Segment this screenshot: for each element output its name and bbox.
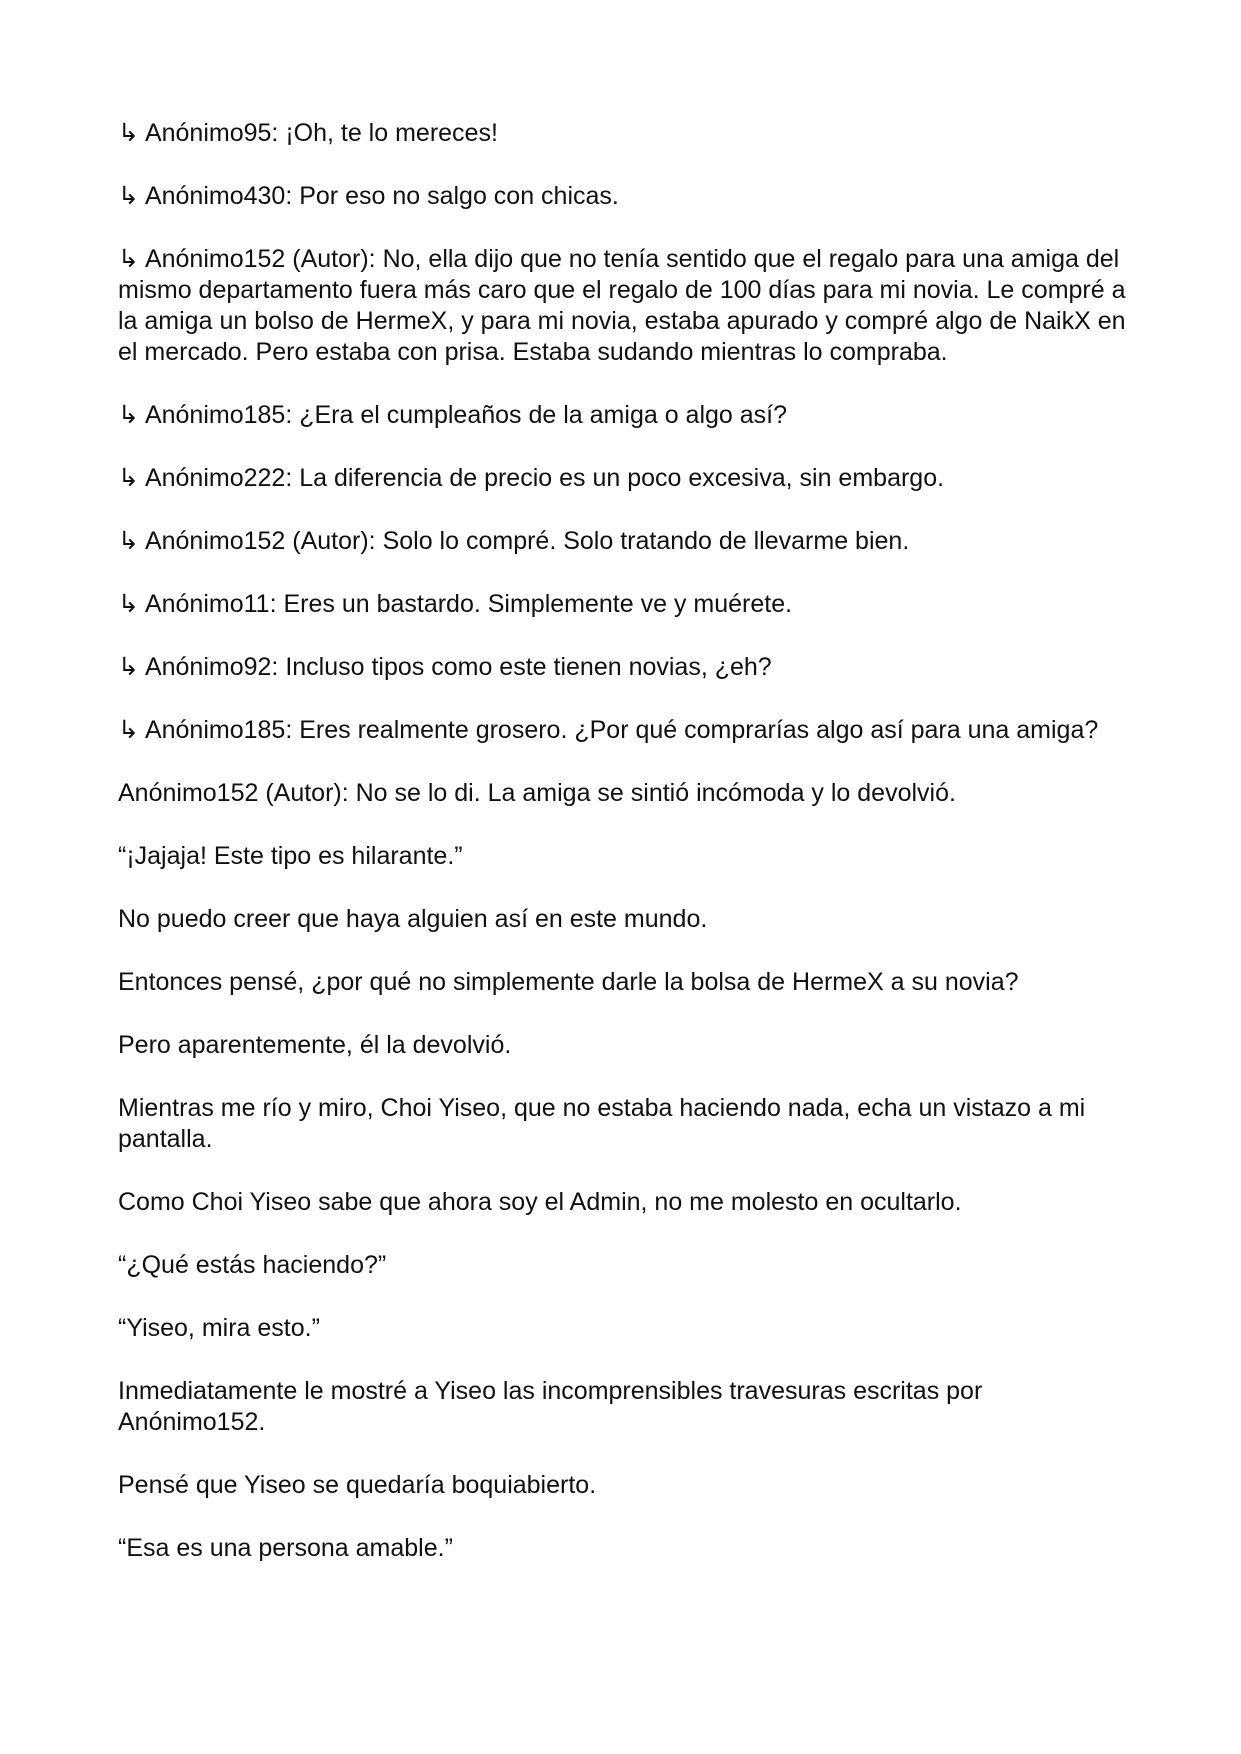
paragraph: Pero aparentemente, él la devolvió.: [118, 1031, 512, 1059]
comment-reply: [118, 181, 1128, 212]
paragraph: Inmediatamente le mostré a Yiseo las incomprensibles travesuras escritas por Anónimo152.: [118, 1377, 983, 1436]
paragraph: No puedo creer que haya alguien así en este mundo.: [118, 905, 708, 933]
reply-arrow-icon: ↳: [118, 464, 139, 492]
paragraph: Como Choi Yiseo sabe que ahora soy el Admin, no me molesto en ocultarlo.: [118, 1188, 962, 1216]
reply-arrow-icon: ↳: [118, 716, 139, 744]
paragraph: Entonces pensé, ¿por qué no simplemente darle la bolsa de HermeX a su novia?: [118, 968, 1019, 996]
paragraph: Anónimo152 (Autor): No se lo di. La amiga se sintió incómoda y lo devolvió.: [118, 779, 956, 807]
paragraph-text: Anónimo152 (Autor): No, ella dijo que no tenía sentido que el regalo para una amiga del mismo departamento fuera más caro que el regalo de 100 días para mi novia. Le compré a la amiga un bolso de HermeX, y para mi novia, estaba apurado y compré algo de NaikX en el mercado. Pero estaba con prisa. Estaba sudando mientras lo compraba.: [118, 245, 1126, 366]
comment-reply: [118, 244, 1128, 368]
comment-reply: [118, 589, 1128, 620]
comment-reply: [118, 715, 1128, 746]
paragraph-text: Anónimo11: Eres un bastardo. Simplemente ve y muérete.: [144, 590, 793, 618]
reply-arrow-icon: ↳: [118, 527, 139, 555]
paragraph: “Esa es una persona amable.”: [118, 1534, 453, 1562]
paragraph: “Yiseo, mira esto.”: [118, 1314, 320, 1342]
paragraph: Pensé que Yiseo se quedaría boquiabierto.: [118, 1471, 597, 1499]
comment-reply: [118, 463, 1128, 494]
paragraph-text: Anónimo222: La diferencia de precio es un poco excesiva, sin embargo.: [144, 464, 945, 492]
paragraph-text: Anónimo95: ¡Oh, te lo mereces!: [144, 119, 498, 147]
reply-arrow-icon: ↳: [118, 245, 139, 273]
document-page: [118, 118, 1128, 1596]
paragraph: Mientras me río y miro, Choi Yiseo, que no estaba haciendo nada, echa un vistazo a mi pantalla.: [118, 1094, 1086, 1153]
paragraph: “¿Qué estás haciendo?”: [118, 1251, 387, 1279]
reply-arrow-icon: ↳: [118, 653, 139, 681]
comment-reply: [118, 526, 1128, 557]
paragraph: “¡Jajaja! Este tipo es hilarante.”: [118, 842, 463, 870]
reply-arrow-icon: ↳: [118, 182, 139, 210]
comment-reply: [118, 400, 1128, 431]
reply-arrow-icon: ↳: [118, 119, 139, 147]
reply-arrow-icon: ↳: [118, 590, 139, 618]
paragraph-text: Anónimo92: Incluso tipos como este tienen novias, ¿eh?: [144, 653, 772, 681]
paragraph-text: Anónimo185: Eres realmente grosero. ¿Por qué comprarías algo así para una amiga?: [144, 716, 1099, 744]
paragraph-text: Anónimo185: ¿Era el cumpleaños de la amiga o algo así?: [144, 401, 788, 429]
paragraph-text: Anónimo152 (Autor): Solo lo compré. Solo tratando de llevarme bien.: [144, 527, 910, 555]
comment-reply: [118, 652, 1128, 683]
reply-arrow-icon: ↳: [118, 401, 139, 429]
comment-reply: [118, 118, 1128, 149]
paragraph-text: Anónimo430: Por eso no salgo con chicas.: [144, 182, 619, 210]
